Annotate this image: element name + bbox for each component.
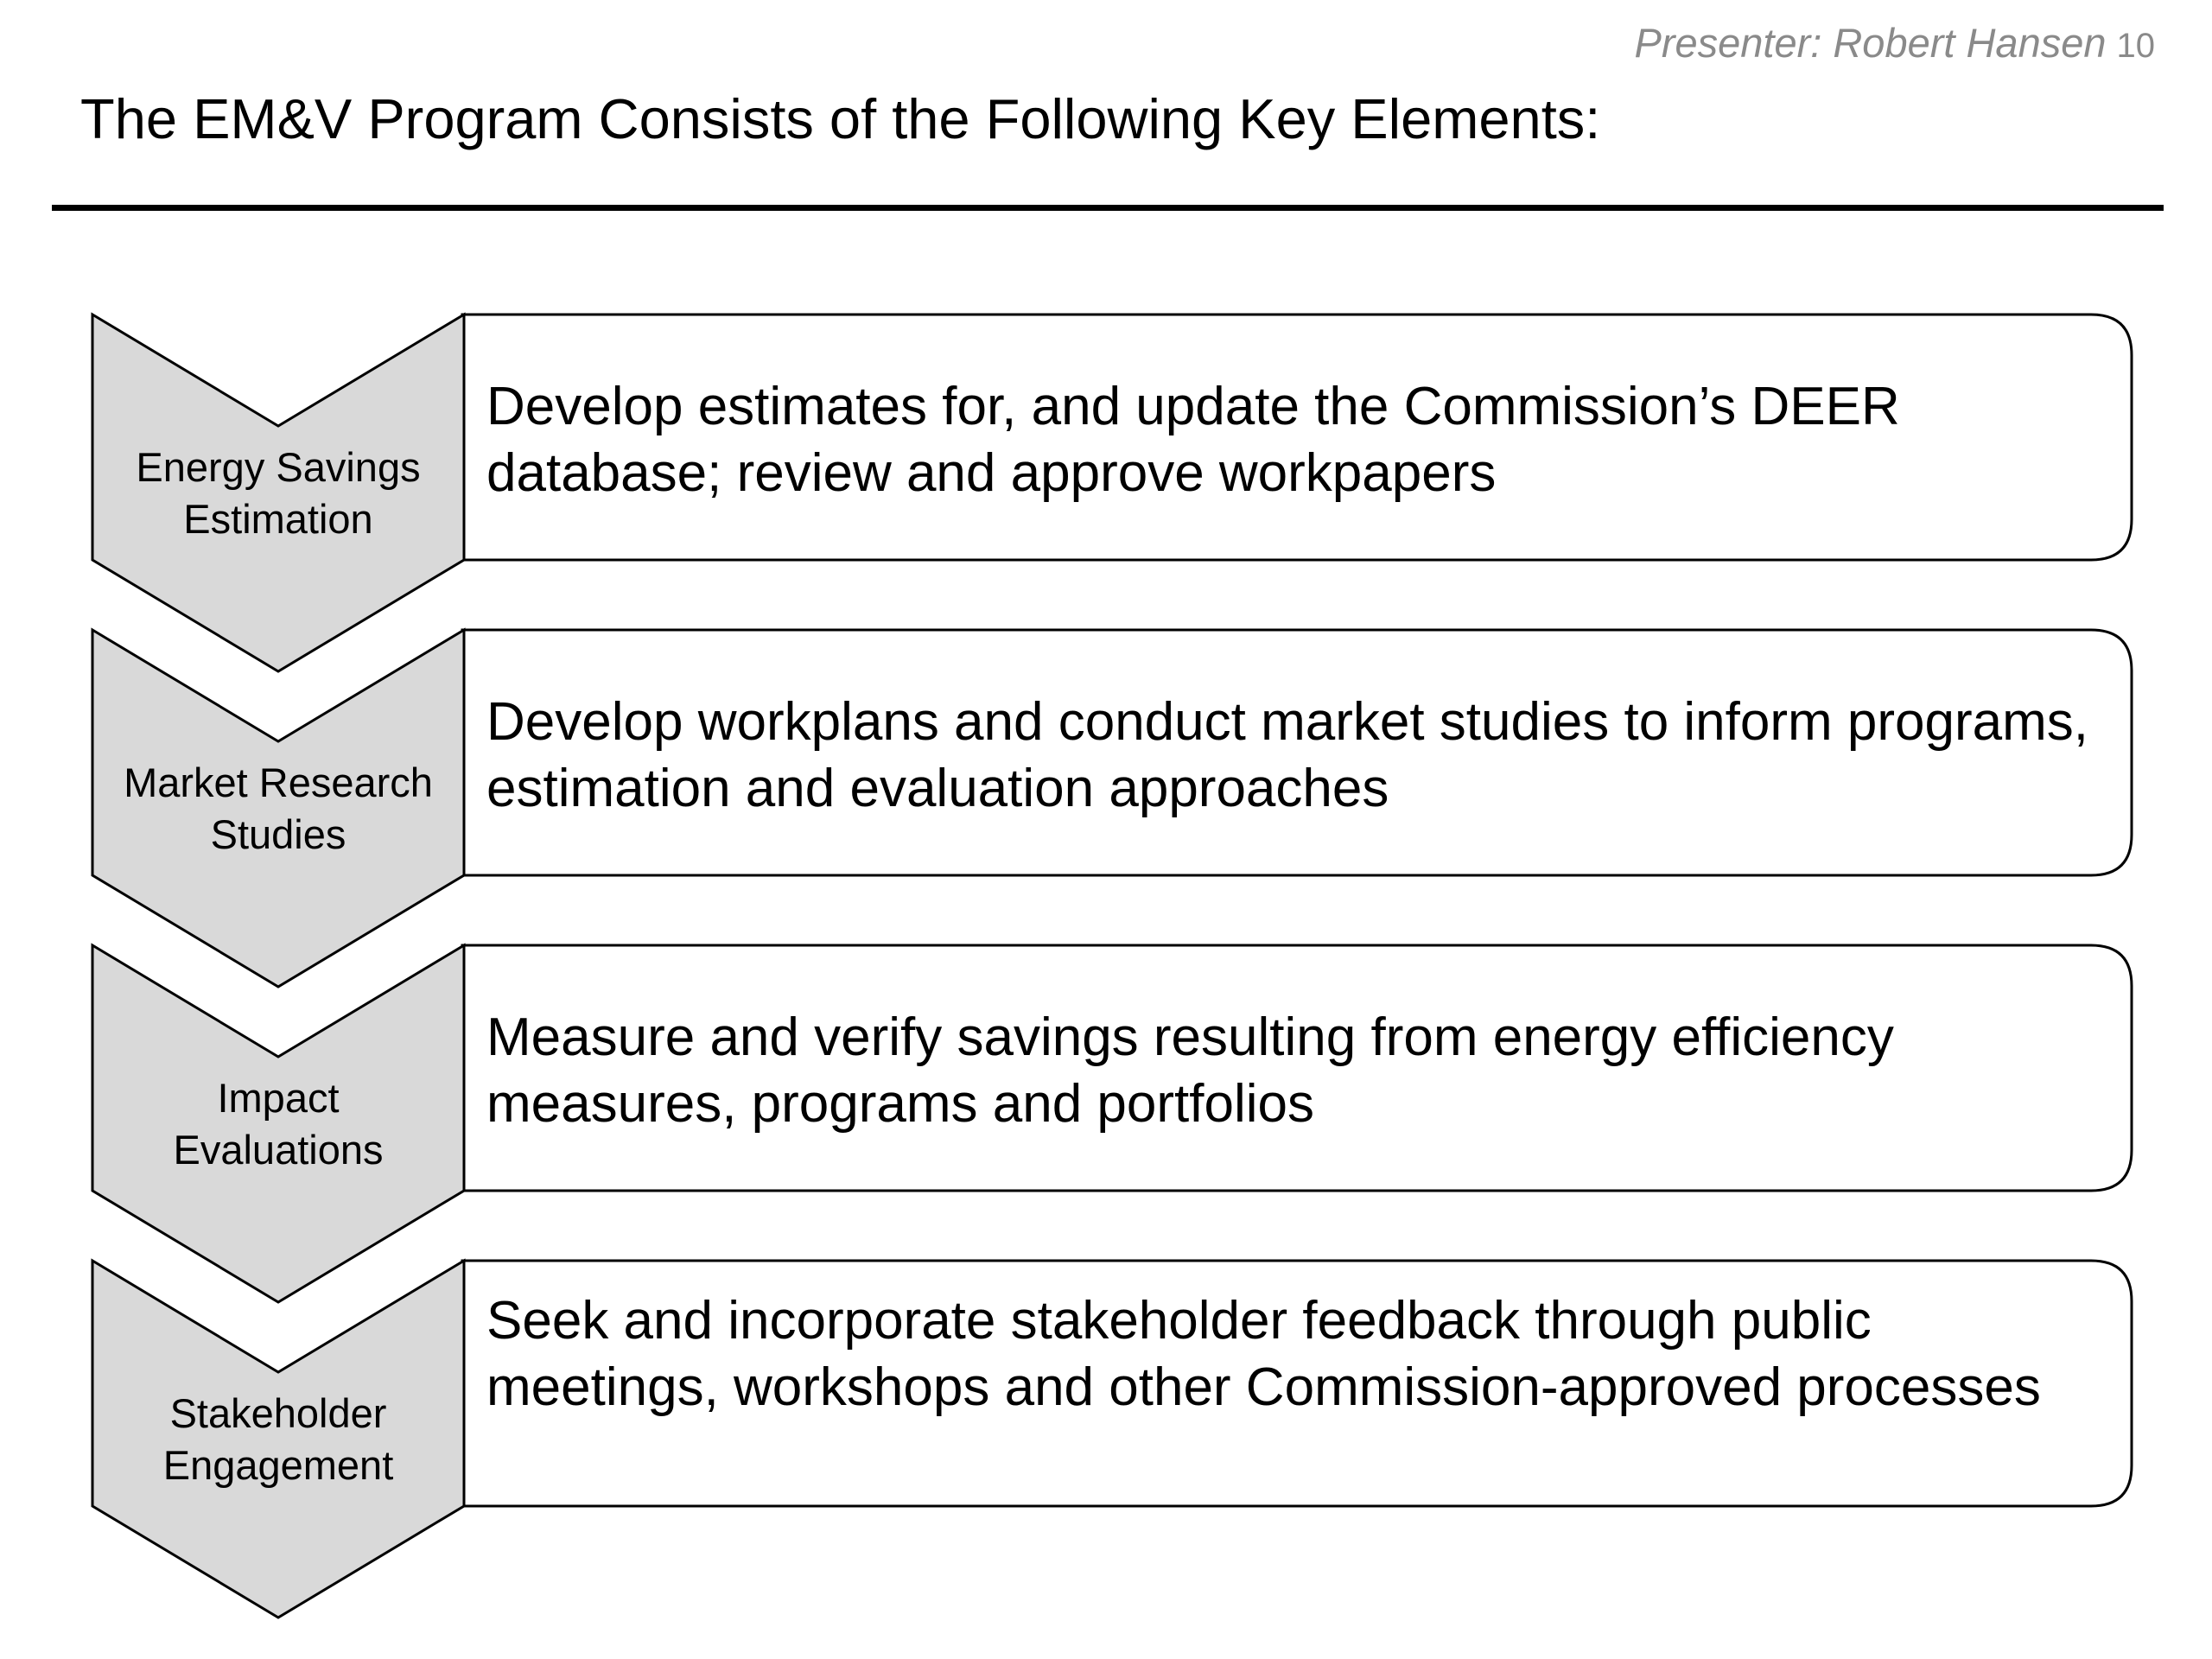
chevron-label-2-line1: Market Research <box>124 760 433 805</box>
description-text-2: Develop workplans and conduct market studies to inform programs, estimation and evaluation approaches <box>486 692 2088 818</box>
chevron-label-4-line1: Stakeholder <box>169 1390 387 1436</box>
chevron-label-4 <box>92 1388 464 1491</box>
chevron-label-4-line2: Engagement <box>162 1442 394 1488</box>
chevron-label-1-line2: Estimation <box>183 496 373 542</box>
page-number: 10 <box>2116 27 2155 65</box>
description-text-3: Measure and verify savings resulting from energy efficiency measures, programs and portfolios <box>486 1007 1894 1134</box>
chevron-label-1 <box>92 442 464 545</box>
chevron-label-2-line2: Studies <box>210 811 346 857</box>
chevron-label-3-line1: Impact <box>217 1075 340 1121</box>
description-text-4: Seek and incorporate stakeholder feedback through public meetings, workshops and other Commission-approved processes <box>486 1291 2041 1417</box>
chevron-label-2 <box>92 757 464 861</box>
slide-title: The EM&V Program Consists of the Following Key Elements: <box>80 87 1601 150</box>
chevron-label-1-line1: Energy Savings <box>136 444 421 490</box>
chevron-label-3 <box>92 1072 464 1176</box>
chevron-label-3-line2: Evaluations <box>173 1127 384 1173</box>
presenter-label: Presenter: Robert Hansen <box>1634 20 2107 66</box>
description-text-1: Develop estimates for, and update the Commission’s DEER database; review and approve workpapers <box>486 377 1900 503</box>
